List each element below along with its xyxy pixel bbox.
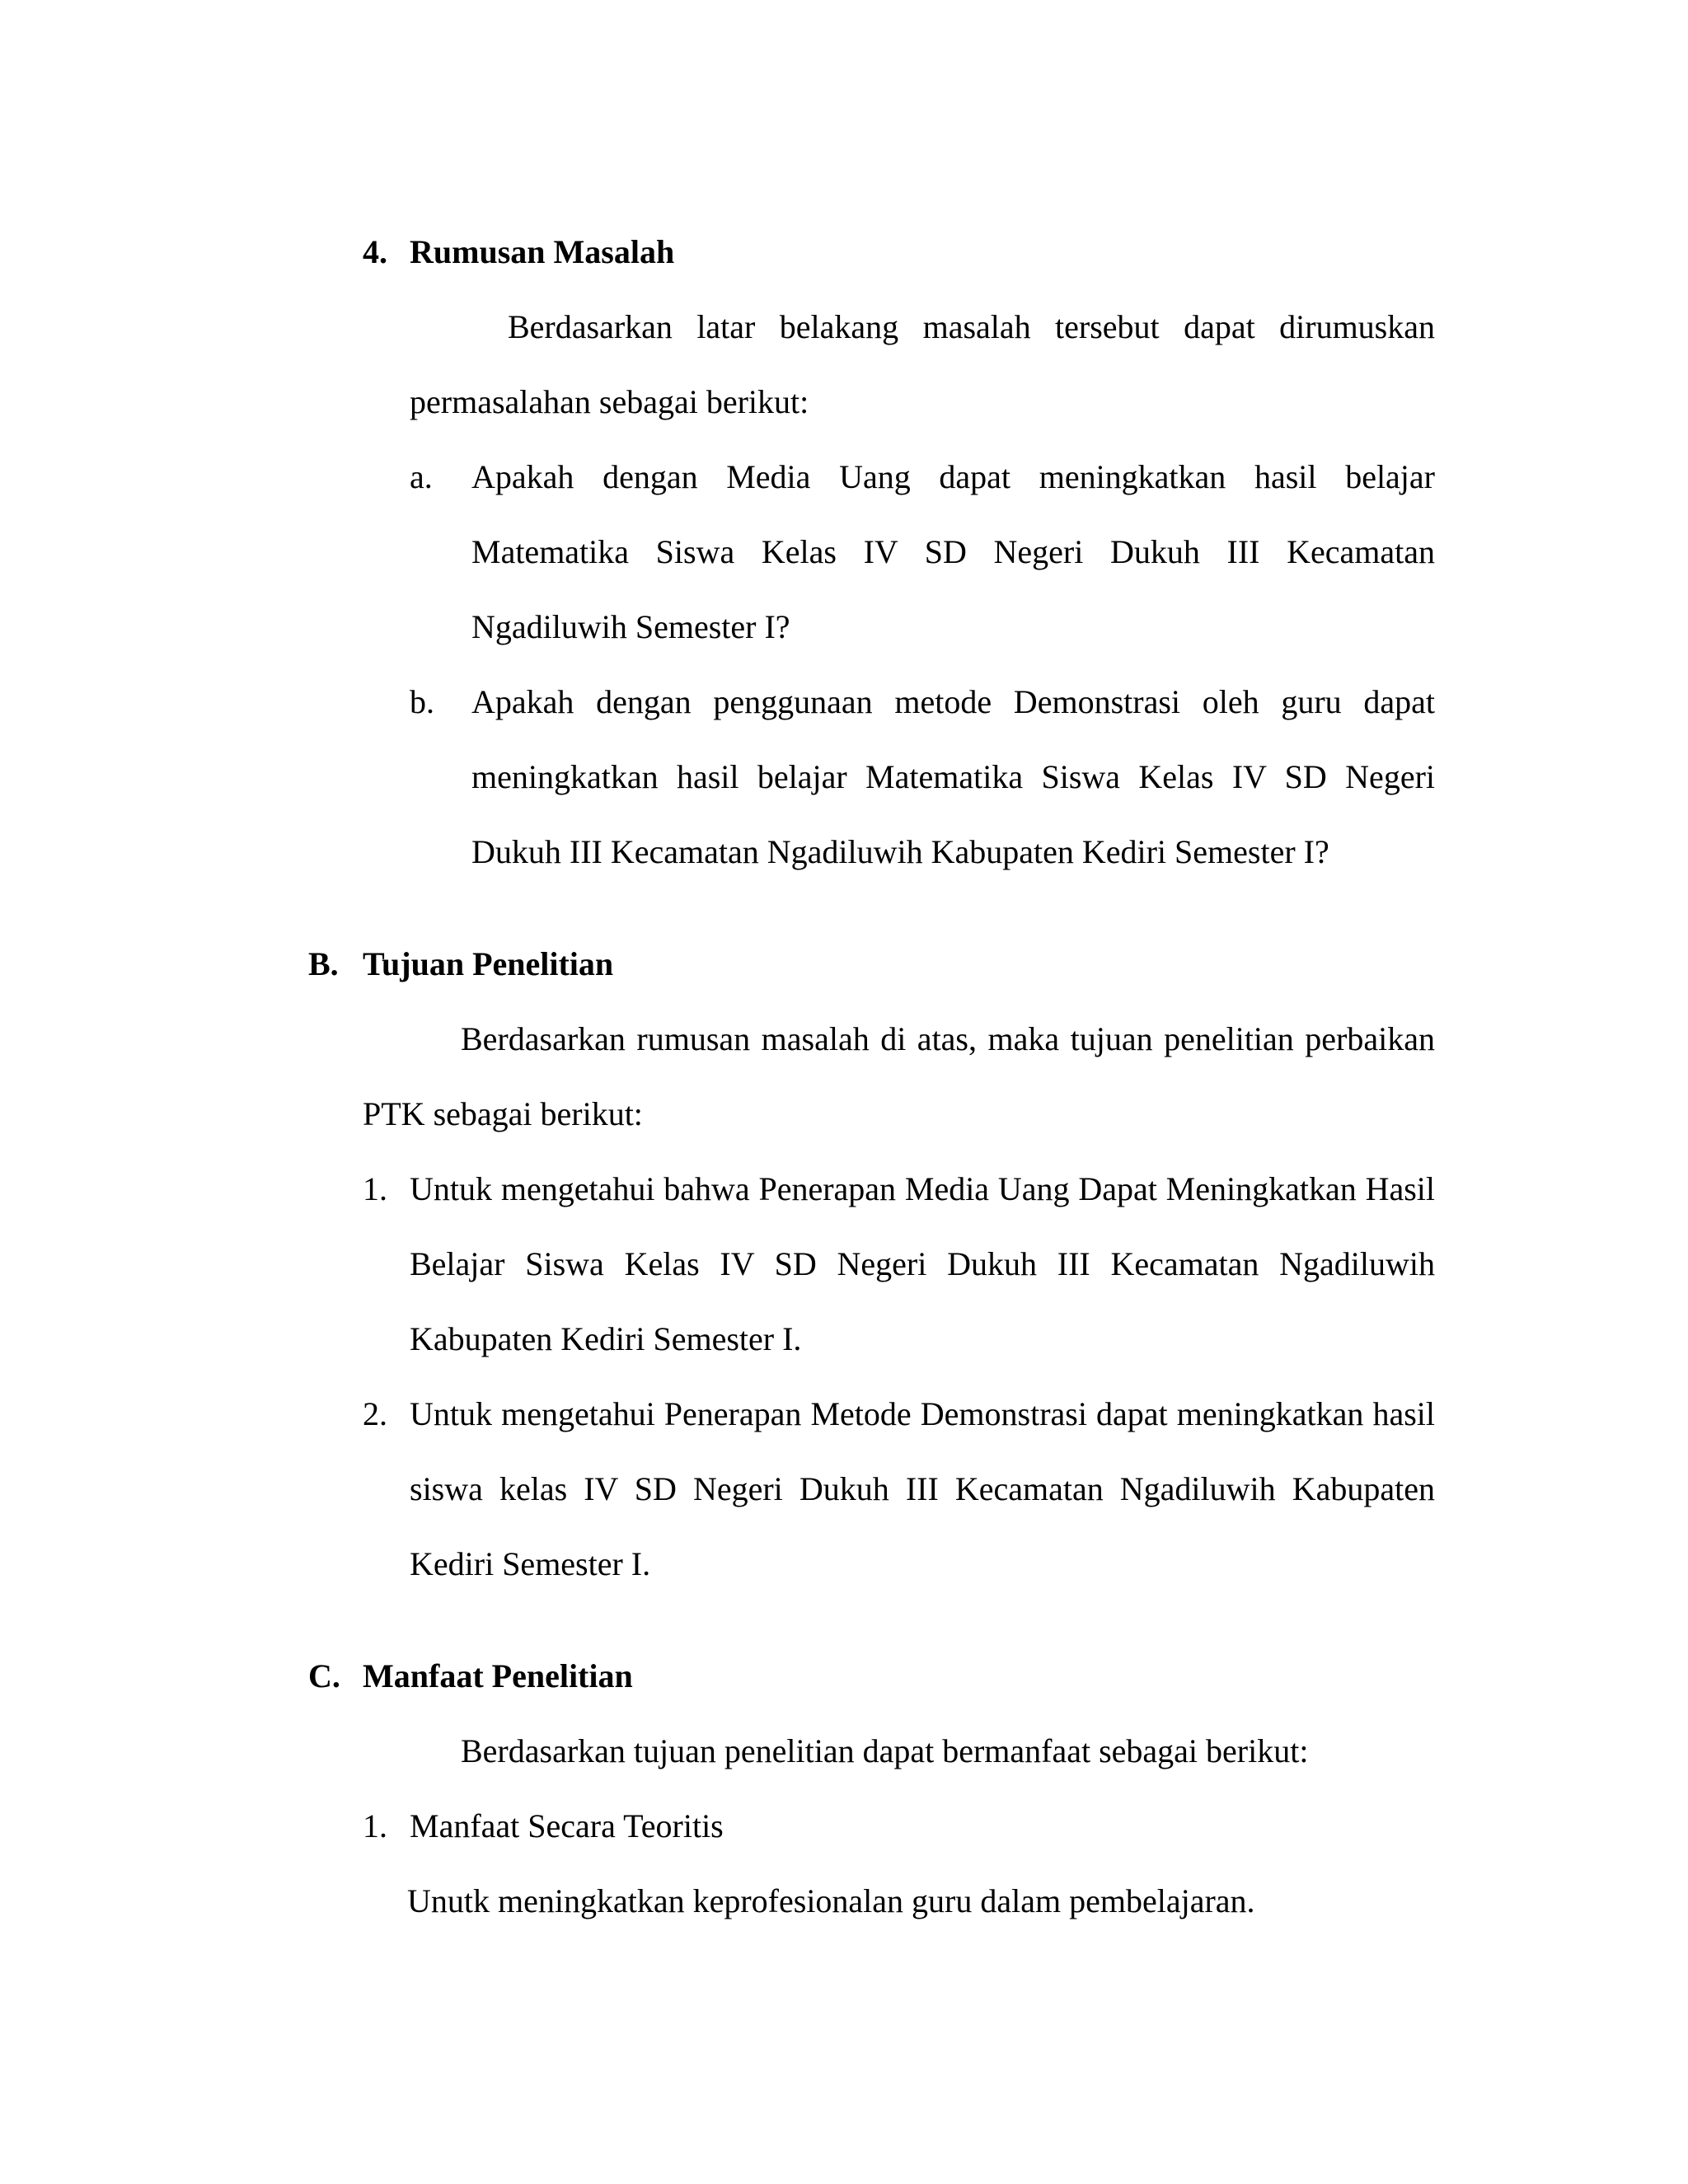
section-4-heading: Rumusan Masalah [410,233,675,270]
list-item-b-line-1: Apakah dengan penggunaan metode Demonstrasi oleh guru dapat [471,683,1435,720]
section-b-intro-line-2: PTK sebagai berikut: [363,1095,643,1132]
section-4-intro-line-1: Berdasarkan latar belakang masalah tersebut dapat dirumuskan [508,308,1435,345]
list-item-1-line-3: Kabupaten Kediri Semester I. [410,1320,802,1357]
list-item-1-line-2: Belajar Siswa Kelas IV SD Negeri Dukuh III Kecamatan Ngadiluwih [410,1245,1435,1282]
section-4-number: 4. [363,233,387,270]
section-b-letter: B. [308,945,339,982]
list-item-a-line-2: Matematika Siswa Kelas IV SD Negeri Dukuh III Kecamatan [471,533,1435,570]
list-item-c-1-title: Manfaat Secara Teoritis [410,1807,724,1844]
list-marker-a: a. [410,458,433,495]
section-c-intro: Berdasarkan tujuan penelitian dapat bermanfaat sebagai berikut: [461,1732,1309,1769]
list-marker-c-1: 1. [363,1807,387,1844]
list-item-b-line-2: meningkatkan hasil belajar Matematika Siswa Kelas IV SD Negeri [471,758,1435,795]
section-c-heading: Manfaat Penelitian [363,1657,633,1694]
list-marker-1: 1. [363,1170,387,1207]
list-item-a-line-3: Ngadiluwih Semester I? [471,608,790,645]
list-marker-b: b. [410,683,434,720]
list-item-c-1-body: Unutk meningkatkan keprofesionalan guru dalam pembelajaran. [407,1882,1255,1919]
section-c-letter: C. [308,1657,340,1694]
list-item-2-line-1: Untuk mengetahui Penerapan Metode Demonstrasi dapat meningkatkan hasil [410,1395,1435,1432]
section-b-heading: Tujuan Penelitian [363,945,614,982]
list-marker-2: 2. [363,1395,387,1432]
list-item-2-line-3: Kediri Semester I. [410,1545,651,1582]
list-item-b-line-3: Dukuh III Kecamatan Ngadiluwih Kabupaten Kediri Semester I? [471,833,1329,870]
list-item-2-line-2: siswa kelas IV SD Negeri Dukuh III Kecamatan Ngadiluwih Kabupaten [410,1470,1435,1507]
list-item-a-line-1: Apakah dengan Media Uang dapat meningkatkan hasil belajar [471,458,1435,495]
section-b-intro-line-1: Berdasarkan rumusan masalah di atas, maka tujuan penelitian perbaikan [461,1020,1435,1057]
section-4-intro-line-2: permasalahan sebagai berikut: [410,383,809,420]
list-item-1-line-1: Untuk mengetahui bahwa Penerapan Media Uang Dapat Meningkatkan Hasil [410,1170,1435,1207]
